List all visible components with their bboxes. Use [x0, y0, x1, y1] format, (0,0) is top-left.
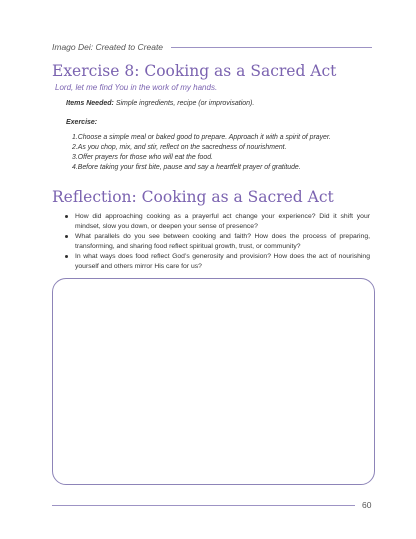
step-item: 1.Choose a simple meal or baked good to prepare. Approach it with a spirit of prayer. — [72, 134, 331, 141]
running-header — [52, 40, 372, 54]
step-item: 3.Offer prayers for those who will eat the food. — [72, 154, 213, 161]
exercise-label: Exercise: — [66, 119, 98, 126]
items-needed-label: Items Needed: — [66, 100, 114, 107]
step-text: Choose a simple meal or baked good to prepare. Approach it with a spirit of prayer. — [77, 134, 331, 141]
question-item — [62, 252, 370, 271]
step-text: As you chop, mix, and stir, reflect on the sacredness of nourishment. — [77, 144, 287, 151]
bullet-icon — [65, 255, 68, 258]
question-text: In what ways does food reflect God’s generosity and provision? How does the act of nourishing yourself and others mirror His care for us? — [75, 253, 370, 270]
page-number: 60 — [362, 500, 372, 510]
header-rule — [171, 47, 372, 48]
question-text: What parallels do you see between cooking and faith? How does the process of preparing, transforming, and sharing food reflect spiritual growth, trust, or community? — [75, 233, 370, 250]
bullet-icon — [65, 235, 68, 238]
reflection-questions — [62, 212, 370, 272]
items-needed — [66, 100, 254, 107]
bullet-icon — [65, 215, 68, 218]
answer-box[interactable] — [52, 278, 375, 485]
exercise-steps — [72, 133, 331, 173]
step-item: 2.As you chop, mix, and stir, reflect on the sacredness of nourishment. — [72, 144, 287, 151]
question-text: How did approaching cooking as a prayerful act change your experience? Did it shift your mindset, slow you down, or deepen your sense of presence? — [75, 213, 370, 230]
header-title: Imago Dei: Created to Create — [52, 42, 164, 52]
question-item — [62, 232, 370, 251]
exercise-title: Exercise 8: Cooking as a Sacred Act — [52, 62, 337, 80]
footer-rule — [52, 505, 355, 506]
items-needed-text: Simple ingredients, recipe (or improvisation). — [115, 100, 255, 107]
question-item — [62, 212, 370, 231]
reflection-title: Reflection: Cooking as a Sacred Act — [52, 188, 334, 206]
step-item: 4.Before taking your first bite, pause and say a heartfelt prayer of gratitude. — [72, 164, 301, 171]
exercise-subtitle: Lord, let me find You in the work of my hands. — [55, 83, 218, 92]
step-text: Before taking your first bite, pause and say a heartfelt prayer of gratitude. — [77, 164, 301, 171]
step-text: Offer prayers for those who will eat the food. — [77, 154, 213, 161]
